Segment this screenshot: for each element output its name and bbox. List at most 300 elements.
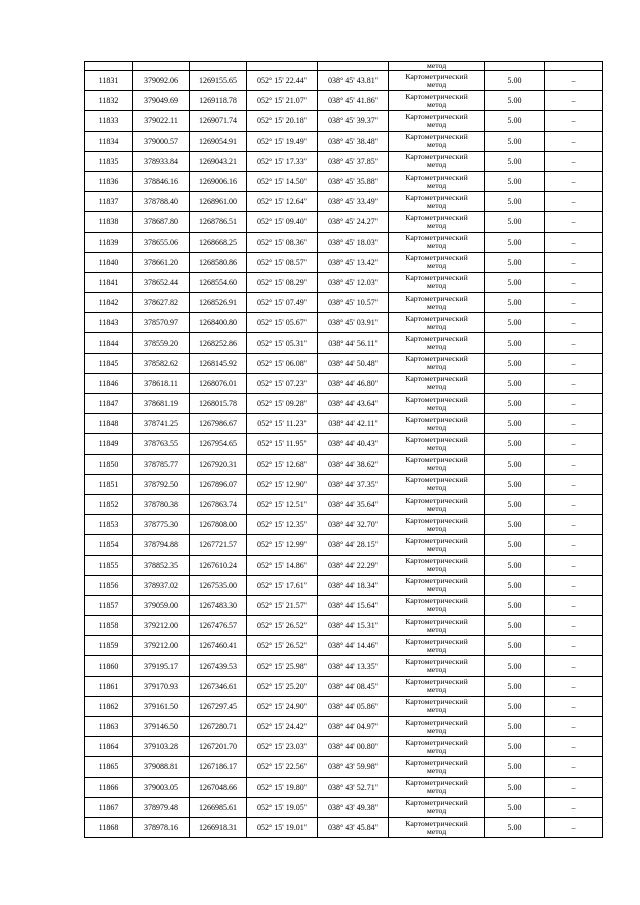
accuracy-cell: 5.00 — [485, 676, 545, 696]
longitude-cell: 038° 44' 35.64" — [318, 494, 389, 514]
longitude-cell: 038° 44' 43.64" — [318, 394, 389, 414]
method-line-2: метод — [426, 99, 447, 109]
method-line-1: Картометрический — [405, 253, 468, 263]
method-line-2: метод — [426, 261, 447, 271]
accuracy-cell: 5.00 — [485, 797, 545, 817]
method-line-2: метод — [426, 362, 447, 372]
latitude-cell: 052° 15' 12.68" — [247, 454, 318, 474]
longitude-cell: 038° 45' 41.86" — [318, 91, 389, 111]
method-cell — [389, 494, 485, 514]
x-coordinate-cell: 378794.88 — [133, 535, 190, 555]
latitude-cell: 052° 15' 23.03" — [247, 737, 318, 757]
method-line-1: Картометрический — [405, 455, 468, 465]
latitude-cell: 052° 15' 17.33" — [247, 151, 318, 171]
table-row — [85, 252, 603, 272]
method-line-2: метод — [426, 422, 447, 432]
table-row — [85, 434, 603, 454]
continuation-method-cell: метод — [389, 62, 485, 71]
x-coordinate-cell: 379161.50 — [133, 696, 190, 716]
x-coordinate-cell: 378652.44 — [133, 272, 190, 292]
table-row — [85, 616, 603, 636]
longitude-cell: 038° 43' 59.98" — [318, 757, 389, 777]
table-row — [85, 131, 603, 151]
accuracy-cell: 5.00 — [485, 595, 545, 615]
latitude-cell: 052° 15' 14.50" — [247, 171, 318, 191]
method-cell — [389, 595, 485, 615]
description-cell: – — [545, 272, 603, 292]
y-coordinate-cell: 1268786.51 — [190, 212, 247, 232]
latitude-cell: 052° 15' 08.36" — [247, 232, 318, 252]
accuracy-cell: 5.00 — [485, 293, 545, 313]
method-line-2: метод — [426, 382, 447, 392]
x-coordinate-cell: 378582.62 — [133, 353, 190, 373]
table-row — [85, 515, 603, 535]
description-cell: – — [545, 394, 603, 414]
method-line-2: метод — [426, 180, 447, 190]
point-number-cell: 11833 — [85, 111, 133, 131]
accuracy-cell: 5.00 — [485, 474, 545, 494]
table-row — [85, 454, 603, 474]
method-line-1: Картометрический — [405, 172, 468, 182]
point-number-cell: 11853 — [85, 515, 133, 535]
longitude-cell: 038° 44' 56.11" — [318, 333, 389, 353]
accuracy-cell: 5.00 — [485, 333, 545, 353]
x-coordinate-cell: 378788.40 — [133, 192, 190, 212]
table-row — [85, 353, 603, 373]
description-cell: – — [545, 737, 603, 757]
description-cell: – — [545, 353, 603, 373]
point-number-cell: 11859 — [85, 636, 133, 656]
table-row — [85, 474, 603, 494]
latitude-cell: 052° 15' 05.67" — [247, 313, 318, 333]
longitude-cell: 038° 44' 46.80" — [318, 373, 389, 393]
description-cell: – — [545, 91, 603, 111]
accuracy-cell: 5.00 — [485, 616, 545, 636]
description-cell: – — [545, 656, 603, 676]
x-coordinate-cell: 378785.77 — [133, 454, 190, 474]
method-cell — [389, 212, 485, 232]
cell-empty — [318, 62, 389, 71]
method-line-1: Картометрический — [405, 313, 468, 323]
accuracy-cell: 5.00 — [485, 515, 545, 535]
method-cell — [389, 717, 485, 737]
y-coordinate-cell: 1267610.24 — [190, 555, 247, 575]
method-line-2: метод — [426, 140, 447, 150]
method-line-1: Картометрический — [405, 596, 468, 606]
longitude-cell: 038° 45' 13.42" — [318, 252, 389, 272]
point-number-cell: 11837 — [85, 192, 133, 212]
point-number-cell: 11860 — [85, 656, 133, 676]
x-coordinate-cell: 378852.35 — [133, 555, 190, 575]
method-cell — [389, 656, 485, 676]
accuracy-cell: 5.00 — [485, 636, 545, 656]
description-cell: – — [545, 616, 603, 636]
accuracy-cell: 5.00 — [485, 717, 545, 737]
method-line-1: Картометрический — [405, 91, 468, 101]
point-number-cell: 11865 — [85, 757, 133, 777]
method-line-1: Картометрический — [405, 434, 468, 444]
y-coordinate-cell: 1267808.00 — [190, 515, 247, 535]
latitude-cell: 052° 15' 26.52" — [247, 636, 318, 656]
method-line-1: Картометрический — [405, 717, 468, 727]
method-line-1: Картометрический — [405, 152, 468, 162]
description-cell: – — [545, 131, 603, 151]
method-cell — [389, 91, 485, 111]
point-number-cell: 11854 — [85, 535, 133, 555]
x-coordinate-cell: 378775.30 — [133, 515, 190, 535]
table-row — [85, 717, 603, 737]
method-cell — [389, 817, 485, 837]
method-line-2: метод — [426, 543, 447, 553]
y-coordinate-cell: 1268076.01 — [190, 373, 247, 393]
description-cell: – — [545, 232, 603, 252]
method-line-1: Картометрический — [405, 737, 468, 747]
method-line-2: метод — [426, 342, 447, 352]
latitude-cell: 052° 15' 20.18" — [247, 111, 318, 131]
method-line-2: метод — [426, 160, 447, 170]
method-line-2: метод — [426, 523, 447, 533]
longitude-cell: 038° 44' 14.46" — [318, 636, 389, 656]
method-line-2: метод — [426, 220, 447, 230]
method-cell — [389, 696, 485, 716]
x-coordinate-cell: 379000.57 — [133, 131, 190, 151]
accuracy-cell: 5.00 — [485, 71, 545, 91]
y-coordinate-cell: 1267483.30 — [190, 595, 247, 615]
x-coordinate-cell: 378570.97 — [133, 313, 190, 333]
method-line-1: Картометрический — [405, 657, 468, 667]
table-row — [85, 192, 603, 212]
table-row — [85, 151, 603, 171]
longitude-cell: 038° 44' 05.86" — [318, 696, 389, 716]
continuation-row — [85, 62, 603, 71]
y-coordinate-cell: 1269155.65 — [190, 71, 247, 91]
longitude-cell: 038° 45' 24.27" — [318, 212, 389, 232]
method-cell — [389, 252, 485, 272]
accuracy-cell: 5.00 — [485, 575, 545, 595]
method-line-1: Картометрический — [405, 414, 468, 424]
x-coordinate-cell: 378681.19 — [133, 394, 190, 414]
accuracy-cell: 5.00 — [485, 817, 545, 837]
accuracy-cell: 5.00 — [485, 272, 545, 292]
table-row — [85, 595, 603, 615]
point-number-cell: 11840 — [85, 252, 133, 272]
x-coordinate-cell: 379092.06 — [133, 71, 190, 91]
method-line-2: метод — [426, 745, 447, 755]
accuracy-cell: 5.00 — [485, 757, 545, 777]
method-line-2: метод — [426, 644, 447, 654]
description-cell: – — [545, 333, 603, 353]
method-cell — [389, 616, 485, 636]
description-cell: – — [545, 515, 603, 535]
x-coordinate-cell: 378559.20 — [133, 333, 190, 353]
description-cell: – — [545, 797, 603, 817]
latitude-cell: 052° 15' 19.01" — [247, 817, 318, 837]
y-coordinate-cell: 1266985.61 — [190, 797, 247, 817]
longitude-cell: 038° 44' 22.29" — [318, 555, 389, 575]
cell-empty — [545, 62, 603, 71]
point-number-cell: 11836 — [85, 171, 133, 191]
description-cell: – — [545, 293, 603, 313]
method-line-1: Картометрический — [405, 818, 468, 828]
y-coordinate-cell: 1267535.00 — [190, 575, 247, 595]
method-line-2: метод — [426, 321, 447, 331]
y-coordinate-cell: 1267920.31 — [190, 454, 247, 474]
accuracy-cell: 5.00 — [485, 696, 545, 716]
point-number-cell: 11857 — [85, 595, 133, 615]
y-coordinate-cell: 1267201.70 — [190, 737, 247, 757]
method-cell — [389, 757, 485, 777]
table-row — [85, 111, 603, 131]
longitude-cell: 038° 45' 33.49" — [318, 192, 389, 212]
point-number-cell: 11834 — [85, 131, 133, 151]
table-row — [85, 777, 603, 797]
latitude-cell: 052° 15' 26.52" — [247, 616, 318, 636]
method-line-1: Картометрический — [405, 111, 468, 121]
y-coordinate-cell: 1268526.91 — [190, 293, 247, 313]
method-cell — [389, 232, 485, 252]
latitude-cell: 052° 15' 22.56" — [247, 757, 318, 777]
description-cell: – — [545, 252, 603, 272]
method-line-1: Картометрический — [405, 293, 468, 303]
x-coordinate-cell: 379212.00 — [133, 616, 190, 636]
latitude-cell: 052° 15' 24.42" — [247, 717, 318, 737]
latitude-cell: 052° 15' 12.51" — [247, 494, 318, 514]
method-line-1: Картометрический — [405, 515, 468, 525]
x-coordinate-cell: 378655.06 — [133, 232, 190, 252]
latitude-cell: 052° 15' 14.86" — [247, 555, 318, 575]
latitude-cell: 052° 15' 12.35" — [247, 515, 318, 535]
longitude-cell: 038° 44' 28.15" — [318, 535, 389, 555]
point-number-cell: 11839 — [85, 232, 133, 252]
accuracy-cell: 5.00 — [485, 777, 545, 797]
accuracy-cell: 5.00 — [485, 555, 545, 575]
table-row — [85, 757, 603, 777]
description-cell: – — [545, 212, 603, 232]
table-row — [85, 313, 603, 333]
longitude-cell: 038° 45' 38.48" — [318, 131, 389, 151]
method-cell — [389, 737, 485, 757]
table-row — [85, 91, 603, 111]
latitude-cell: 052° 15' 06.08" — [247, 353, 318, 373]
method-line-1: Картометрический — [405, 394, 468, 404]
method-line-2: метод — [426, 79, 447, 89]
cell-empty — [190, 62, 247, 71]
description-cell: – — [545, 414, 603, 434]
table-row — [85, 373, 603, 393]
latitude-cell: 052° 15' 21.07" — [247, 91, 318, 111]
y-coordinate-cell: 1268580.86 — [190, 252, 247, 272]
method-line-2: метод — [426, 463, 447, 473]
method-line-2: метод — [426, 765, 447, 775]
y-coordinate-cell: 1267439.53 — [190, 656, 247, 676]
method-line-1: Картометрический — [405, 495, 468, 505]
longitude-cell: 038° 44' 00.80" — [318, 737, 389, 757]
y-coordinate-cell: 1269006.16 — [190, 171, 247, 191]
method-cell — [389, 272, 485, 292]
method-cell — [389, 394, 485, 414]
accuracy-cell: 5.00 — [485, 91, 545, 111]
latitude-cell: 052° 15' 08.29" — [247, 272, 318, 292]
method-line-2: метод — [426, 806, 447, 816]
method-line-2: метод — [426, 402, 447, 412]
point-number-cell: 11842 — [85, 293, 133, 313]
point-number-cell: 11863 — [85, 717, 133, 737]
method-line-1: Картометрический — [405, 677, 468, 687]
point-number-cell: 11844 — [85, 333, 133, 353]
table-row — [85, 232, 603, 252]
method-line-2: метод — [426, 503, 447, 513]
accuracy-cell: 5.00 — [485, 454, 545, 474]
method-line-2: метод — [426, 604, 447, 614]
y-coordinate-cell: 1268015.78 — [190, 394, 247, 414]
method-cell — [389, 575, 485, 595]
table-row — [85, 696, 603, 716]
method-cell — [389, 131, 485, 151]
accuracy-cell: 5.00 — [485, 373, 545, 393]
method-line-1: Картометрический — [405, 71, 468, 81]
x-coordinate-cell: 378933.84 — [133, 151, 190, 171]
longitude-cell: 038° 44' 38.62" — [318, 454, 389, 474]
method-cell — [389, 111, 485, 131]
description-cell: – — [545, 676, 603, 696]
method-line-2: метод — [426, 624, 447, 634]
accuracy-cell: 5.00 — [485, 394, 545, 414]
latitude-cell: 052° 15' 12.90" — [247, 474, 318, 494]
method-line-1: Картометрический — [405, 697, 468, 707]
latitude-cell: 052° 15' 17.61" — [247, 575, 318, 595]
longitude-cell: 038° 43' 49.38" — [318, 797, 389, 817]
method-line-2: метод — [426, 200, 447, 210]
table-row — [85, 575, 603, 595]
latitude-cell: 052° 15' 05.31" — [247, 333, 318, 353]
longitude-cell: 038° 44' 15.31" — [318, 616, 389, 636]
method-line-1: Картометрический — [405, 616, 468, 626]
accuracy-cell: 5.00 — [485, 111, 545, 131]
cell-empty — [133, 62, 190, 71]
longitude-cell: 038° 45' 35.88" — [318, 171, 389, 191]
longitude-cell: 038° 45' 39.37" — [318, 111, 389, 131]
x-coordinate-cell: 379003.05 — [133, 777, 190, 797]
description-cell: – — [545, 757, 603, 777]
description-cell: – — [545, 111, 603, 131]
method-cell — [389, 636, 485, 656]
description-cell: – — [545, 454, 603, 474]
coordinates-table — [84, 61, 603, 838]
method-cell — [389, 515, 485, 535]
point-number-cell: 11866 — [85, 777, 133, 797]
point-number-cell: 11838 — [85, 212, 133, 232]
method-line-2: метод — [426, 665, 447, 675]
method-line-2: метод — [426, 705, 447, 715]
method-line-1: Картометрический — [405, 778, 468, 788]
method-cell — [389, 535, 485, 555]
y-coordinate-cell: 1269054.91 — [190, 131, 247, 151]
y-coordinate-cell: 1267297.45 — [190, 696, 247, 716]
accuracy-cell: 5.00 — [485, 171, 545, 191]
point-number-cell: 11851 — [85, 474, 133, 494]
table-row — [85, 212, 603, 232]
y-coordinate-cell: 1269118.78 — [190, 91, 247, 111]
y-coordinate-cell: 1269071.74 — [190, 111, 247, 131]
longitude-cell: 038° 45' 10.57" — [318, 293, 389, 313]
x-coordinate-cell: 378846.16 — [133, 171, 190, 191]
y-coordinate-cell: 1267896.07 — [190, 474, 247, 494]
longitude-cell: 038° 44' 13.35" — [318, 656, 389, 676]
x-coordinate-cell: 378741.25 — [133, 414, 190, 434]
method-line-2: метод — [426, 442, 447, 452]
y-coordinate-cell: 1267186.17 — [190, 757, 247, 777]
x-coordinate-cell: 379103.28 — [133, 737, 190, 757]
x-coordinate-cell: 379146.50 — [133, 717, 190, 737]
point-number-cell: 11831 — [85, 71, 133, 91]
method-cell — [389, 293, 485, 313]
description-cell: – — [545, 535, 603, 555]
description-cell: – — [545, 192, 603, 212]
description-cell: – — [545, 373, 603, 393]
accuracy-cell: 5.00 — [485, 494, 545, 514]
method-line-1: Картометрический — [405, 233, 468, 243]
point-number-cell: 11832 — [85, 91, 133, 111]
latitude-cell: 052° 15' 22.44" — [247, 71, 318, 91]
table-row — [85, 414, 603, 434]
longitude-cell: 038° 44' 50.48" — [318, 353, 389, 373]
accuracy-cell: 5.00 — [485, 353, 545, 373]
latitude-cell: 052° 15' 19.80" — [247, 777, 318, 797]
point-number-cell: 11862 — [85, 696, 133, 716]
accuracy-cell: 5.00 — [485, 535, 545, 555]
point-number-cell: 11849 — [85, 434, 133, 454]
point-number-cell: 11868 — [85, 817, 133, 837]
table-row — [85, 636, 603, 656]
point-number-cell: 11864 — [85, 737, 133, 757]
longitude-cell: 038° 45' 18.03" — [318, 232, 389, 252]
table-body — [85, 62, 603, 838]
x-coordinate-cell: 379195.17 — [133, 656, 190, 676]
table-row — [85, 293, 603, 313]
y-coordinate-cell: 1268668.25 — [190, 232, 247, 252]
table-row — [85, 494, 603, 514]
cell-empty — [485, 62, 545, 71]
x-coordinate-cell: 379022.11 — [133, 111, 190, 131]
table-row — [85, 394, 603, 414]
method-cell — [389, 676, 485, 696]
method-line-2: метод — [426, 564, 447, 574]
method-cell — [389, 434, 485, 454]
longitude-cell: 038° 44' 04.97" — [318, 717, 389, 737]
point-number-cell: 11861 — [85, 676, 133, 696]
y-coordinate-cell: 1267476.57 — [190, 616, 247, 636]
description-cell: – — [545, 434, 603, 454]
y-coordinate-cell: 1267954.65 — [190, 434, 247, 454]
method-line-1: Картометрический — [405, 475, 468, 485]
method-line-1: Картометрический — [405, 556, 468, 566]
description-cell: – — [545, 71, 603, 91]
y-coordinate-cell: 1267048.66 — [190, 777, 247, 797]
method-line-2: метод — [426, 826, 447, 836]
x-coordinate-cell: 379059.00 — [133, 595, 190, 615]
method-cell — [389, 777, 485, 797]
description-cell: – — [545, 575, 603, 595]
cell-empty — [247, 62, 318, 71]
method-cell — [389, 171, 485, 191]
y-coordinate-cell: 1267986.67 — [190, 414, 247, 434]
x-coordinate-cell: 378618.11 — [133, 373, 190, 393]
method-line-2: метод — [426, 483, 447, 493]
method-cell — [389, 797, 485, 817]
method-line-2: метод — [426, 584, 447, 594]
x-coordinate-cell: 379170.93 — [133, 676, 190, 696]
table-row — [85, 737, 603, 757]
